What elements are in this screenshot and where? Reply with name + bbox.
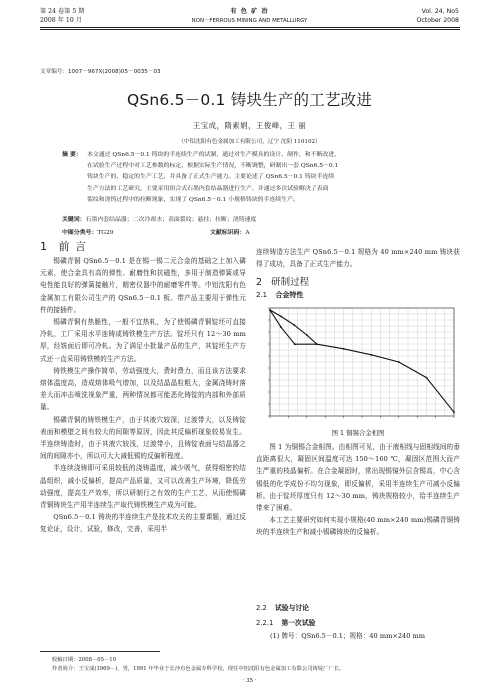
phase-boundary-point bbox=[316, 343, 318, 345]
section-number: 2.2.1 bbox=[256, 619, 274, 627]
abstract-line: 生产方法的工艺研究，主要采用组合式石墨内套结晶器进行生产，并通过多次试验解决了表面 bbox=[87, 185, 329, 192]
doc-code: A bbox=[245, 230, 250, 236]
abstract bbox=[56, 150, 456, 206]
journal-vol-en: Vol. 24, No5 bbox=[421, 8, 459, 15]
affiliation: （中铝沈阳有色金属加工有限公司，辽宁 沈阳 110102） bbox=[178, 139, 321, 145]
journal-title-en: NON－FERROUS MINING AND METALLURGY bbox=[191, 18, 308, 24]
phase-boundary-point bbox=[280, 316, 282, 318]
phase-boundary-point bbox=[269, 309, 271, 311]
phase-boundary-point bbox=[370, 354, 372, 356]
phase-boundary-point bbox=[306, 334, 308, 336]
paragraph: 本工艺主要研究如何实现小规格(40 mm×240 mm)锡磷青铜铸块的半连续生产和减小锡磷铸块的反偏析。 bbox=[256, 516, 460, 537]
paper-title: QSn6.5－0.1 铸块生产的工艺改进 bbox=[126, 91, 373, 109]
section-1-heading bbox=[40, 238, 87, 254]
phase-diagram bbox=[256, 302, 460, 424]
section-title: 研制过程 bbox=[271, 277, 310, 288]
paragraph: 锡磷青铜 QSn6.5－0.1 是在锡一锡二元合金的基础之上加入磷元素，使合金具有高的弹性、耐磨性和抗磁性，多用于制造弹簧或导电性能良好的弹簧接触片，精密仪器中的耐磨零件等。中铝沈阳有色金属加工有限公司生产的 QSn6.5－0.1 板、带产品主要用于弹性元件的接插件。 bbox=[40, 257, 246, 314]
paragraph: 图 1 为铜锡合金相图。由相图可见，由于液相线与固相线间的垂直距离很大，凝固区间温度可达 150～160 ℃，凝固区范围大而产生严重的枝晶偏析。在合金凝固时，常出现锡镜外层含锡高，中心含锡低的化学成份不均匀现象，即反偏析，采用半连续生产可减小反偏析。由于锭坯厚度只有 12～30 mm，铸块规格较小，给半连续生产带来了困难。 bbox=[256, 443, 460, 513]
section-number: 1 bbox=[40, 240, 47, 253]
section-title: 试验与讨论 bbox=[274, 604, 309, 612]
phase-boundary-point bbox=[280, 326, 282, 328]
section-title: 前 言 bbox=[58, 240, 87, 253]
phase-boundary-point bbox=[343, 348, 345, 350]
abstract-line: 本文通过 QSn6.5－0.1 铸块的半连续生产的试制，通过对生产模具的设计、制作，和不断改进， bbox=[87, 152, 341, 158]
section-title: 第一次试验 bbox=[281, 619, 316, 627]
paragraph: 半连续浇铸即可采用较低的浇铸温度，减少吸气，获得细密的结晶组织，减小反偏析，提高产品质量，又可以改善生产环境，降低劳动强度，提高生产效率，所以研制行之有效的生产工艺，从而使锡磷青铜铸块生产用半连续生产取代铸铁模生产成为可能。 bbox=[40, 464, 246, 510]
classification: TG29 bbox=[97, 230, 114, 236]
phase-boundary-point bbox=[426, 377, 428, 379]
keywords-label: 关键词： bbox=[62, 217, 86, 223]
phase-boundary-point bbox=[294, 343, 296, 345]
paragraph: 锡磷青铜有热脆性，一般不宜热轧，为了使锡磷青铜锭坯可直接冷轧，工厂采用水平连铸或铸铁模生产方法。锭坯只有 12～30 mm 厚，经铣面后即可冷轧。为了满足小批量产品的生产，其锭坯生产方式还一直采用铸铁模的生产方法。 bbox=[40, 318, 246, 363]
section-number: 2.2 bbox=[256, 604, 267, 612]
section-2-1-heading bbox=[256, 290, 303, 300]
phase-boundary-point bbox=[398, 361, 400, 363]
journal-date: 2008 年 10 月 bbox=[40, 17, 82, 24]
abstract-line: 在试验生产过程中对工艺参数的标定，根据实际生产情况，不断调整，研制出一套 QSn6.5－0.1 bbox=[87, 163, 339, 170]
paragraph: 锡磷青铜的铸铁模生产，由于其液穴较深，过渡带大，以及铸锭表面和模壁之间有较大的间隙等原因，因此其反偏析现象较易发生。半连续铸造时，由于其液穴较浅，过渡带小，且铸锭表面与结晶器之间的间隙亦小，所以可大大减低锡的反偏析程度。 bbox=[40, 415, 246, 461]
journal-title-cn: 有 色 矿 冶 bbox=[230, 8, 269, 15]
section-2-2-1-heading bbox=[256, 617, 315, 627]
header-rule bbox=[40, 27, 460, 28]
footnote-rule bbox=[40, 651, 160, 652]
abstract-line: 铸块生产的、稳定的生产工艺，并具备了正式生产能力。主要论述了 QSn6.5－0.1 铸块半连续 bbox=[87, 174, 335, 181]
section-number: 2.1 bbox=[256, 291, 268, 299]
journal-volume-issue: 第 24 卷第 5 期 bbox=[40, 8, 85, 15]
header-rule-thin bbox=[40, 29, 460, 30]
doc-code-label: 文献标识码： bbox=[210, 230, 246, 236]
footnote-author: 作者简介：王宝成(1969－)，男，1991 年毕业于长沙有色金属专科学校，现任中铝沈阳有色金属加工有限公司铸锭厂厂长。 bbox=[52, 666, 345, 672]
page-number: · 35 · bbox=[242, 678, 257, 684]
authors: 王宝成，隋素娟，王俊峰，王 丽 bbox=[192, 121, 307, 130]
paragraph: QSn6.5－0.1 铸块的半连续生产是技术攻关的主要课题，通过反复论证，设计，试验，修改，完善，采用半 bbox=[40, 513, 246, 534]
figure-caption: 图 1 铜锡合金相图 bbox=[331, 429, 385, 437]
section-title: 合金特性 bbox=[275, 291, 304, 299]
right-intro: 连续铸造方法生产 QSn6.5－0.1 规格为 40 mm×240 mm 铸块获得了成功，具备了正式生产能力。 bbox=[256, 248, 460, 269]
brand-line: (1) 牌号：QSn6.5－0.1；规格：40 mm×240 mm bbox=[270, 632, 426, 640]
article-id: 文章编号：1007－967X(2008)05－0035－03 bbox=[40, 69, 161, 75]
abstract-line: 裂纹和浇铸过程中的拉断现象，实现了 QSn6.5－0.1 小规格铸块的半连续生产。 bbox=[87, 196, 299, 203]
classification-label: 中图分类号： bbox=[62, 230, 98, 236]
right-column bbox=[256, 441, 460, 539]
abstract-label: 摘 要： bbox=[62, 152, 82, 158]
classification-row bbox=[62, 227, 113, 236]
paragraph: 铸铁模生产操作简单，劳动强度大，费时费力，而且该方法要求熔体温度高，造成熔体吸气增加，以及结晶晶粒粗大，金属浇铸时落差大而冲击喷洗视象严重，两种情况都可能恶化铸锭的内部和外部质量。 bbox=[40, 366, 246, 412]
journal-date-en: October 2008 bbox=[416, 17, 459, 24]
section-number: 2 bbox=[256, 277, 263, 288]
keywords: 石墨内套结晶器；二次冷却水；表面裂纹；悬挂；拉断；浇铸速度 bbox=[85, 217, 257, 223]
phase-boundary-point bbox=[453, 411, 455, 413]
phase-boundary-point bbox=[293, 324, 295, 326]
footnote-received: 收稿日期：2008－05－10 bbox=[52, 657, 117, 663]
left-column bbox=[40, 255, 246, 536]
keywords-row bbox=[62, 214, 256, 223]
doc-code-row bbox=[210, 227, 250, 236]
section-2-heading bbox=[256, 274, 309, 288]
section-2-2-heading bbox=[256, 602, 309, 612]
